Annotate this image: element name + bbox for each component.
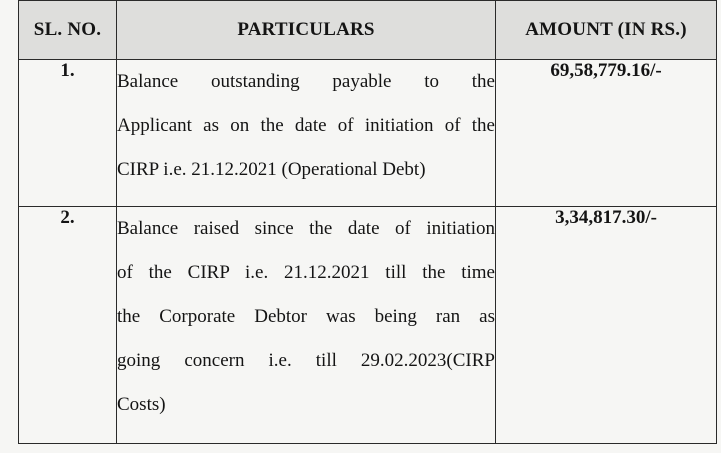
header-sl-no: SL. NO. bbox=[19, 1, 117, 60]
row-amount: 69,58,779.16/- bbox=[496, 60, 717, 207]
table-row bbox=[19, 207, 717, 444]
table-row bbox=[19, 60, 717, 207]
row-sl-no: 2. bbox=[19, 207, 117, 444]
particulars-line: Applicant as on the date of initiation of the bbox=[117, 115, 495, 136]
row-sl-no: 1. bbox=[19, 60, 117, 207]
table-body bbox=[19, 60, 717, 444]
header-amount: AMOUNT (IN RS.) bbox=[496, 1, 717, 60]
row-particulars bbox=[117, 60, 496, 207]
row-particulars bbox=[117, 207, 496, 444]
header-row bbox=[19, 1, 717, 60]
particulars-line: going concern i.e. till 29.02.2023(CIRP bbox=[117, 350, 495, 371]
amount-claim-table bbox=[18, 0, 717, 444]
row-amount: 3,34,817.30/- bbox=[496, 207, 717, 444]
particulars-line: CIRP i.e. 21.12.2021 (Operational Debt) bbox=[117, 159, 426, 180]
table-header bbox=[19, 1, 717, 60]
header-particulars: PARTICULARS bbox=[117, 1, 496, 60]
particulars-line: of the CIRP i.e. 21.12.2021 till the time bbox=[117, 262, 495, 283]
particulars-line: Costs) bbox=[117, 394, 166, 415]
particulars-line: the Corporate Debtor was being ran as bbox=[117, 306, 495, 327]
particulars-line: Balance raised since the date of initiation bbox=[117, 218, 495, 239]
particulars-line: Balance outstanding payable to the bbox=[117, 71, 495, 92]
